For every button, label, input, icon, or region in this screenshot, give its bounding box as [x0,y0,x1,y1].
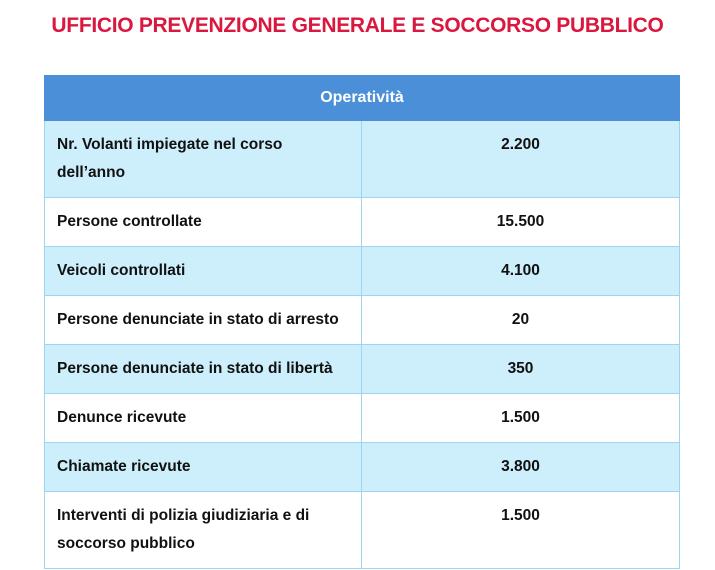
table-row [45,345,680,394]
row-label: Denunce ricevute [45,394,362,443]
row-label: Interventi di polizia giudiziaria e di soccorso pubblico [45,492,362,569]
table-row [45,121,680,198]
row-label: Veicoli controllati [45,247,362,296]
table-row [45,492,680,569]
table-row [45,198,680,247]
row-label: Persone denunciate in stato di libertà [45,345,362,394]
row-value: 1.500 [362,394,680,443]
row-label: Persone denunciate in stato di arresto [45,296,362,345]
row-value: 2.200 [362,121,680,198]
row-value: 3.800 [362,443,680,492]
page-title: UFFICIO PREVENZIONE GENERALE E SOCCORSO PUBBLICO [51,14,664,37]
operativita-table [44,75,680,569]
table-header: Operatività [45,76,680,121]
row-value: 350 [362,345,680,394]
row-value: 20 [362,296,680,345]
row-label: Persone controllate [45,198,362,247]
table-row [45,296,680,345]
row-label: Chiamate ricevute [45,443,362,492]
row-value: 4.100 [362,247,680,296]
table-row [45,394,680,443]
table-row [45,247,680,296]
row-label: Nr. Volanti impiegate nel corso dell’anno [45,121,362,198]
row-value: 15.500 [362,198,680,247]
table-row [45,443,680,492]
row-value: 1.500 [362,492,680,569]
